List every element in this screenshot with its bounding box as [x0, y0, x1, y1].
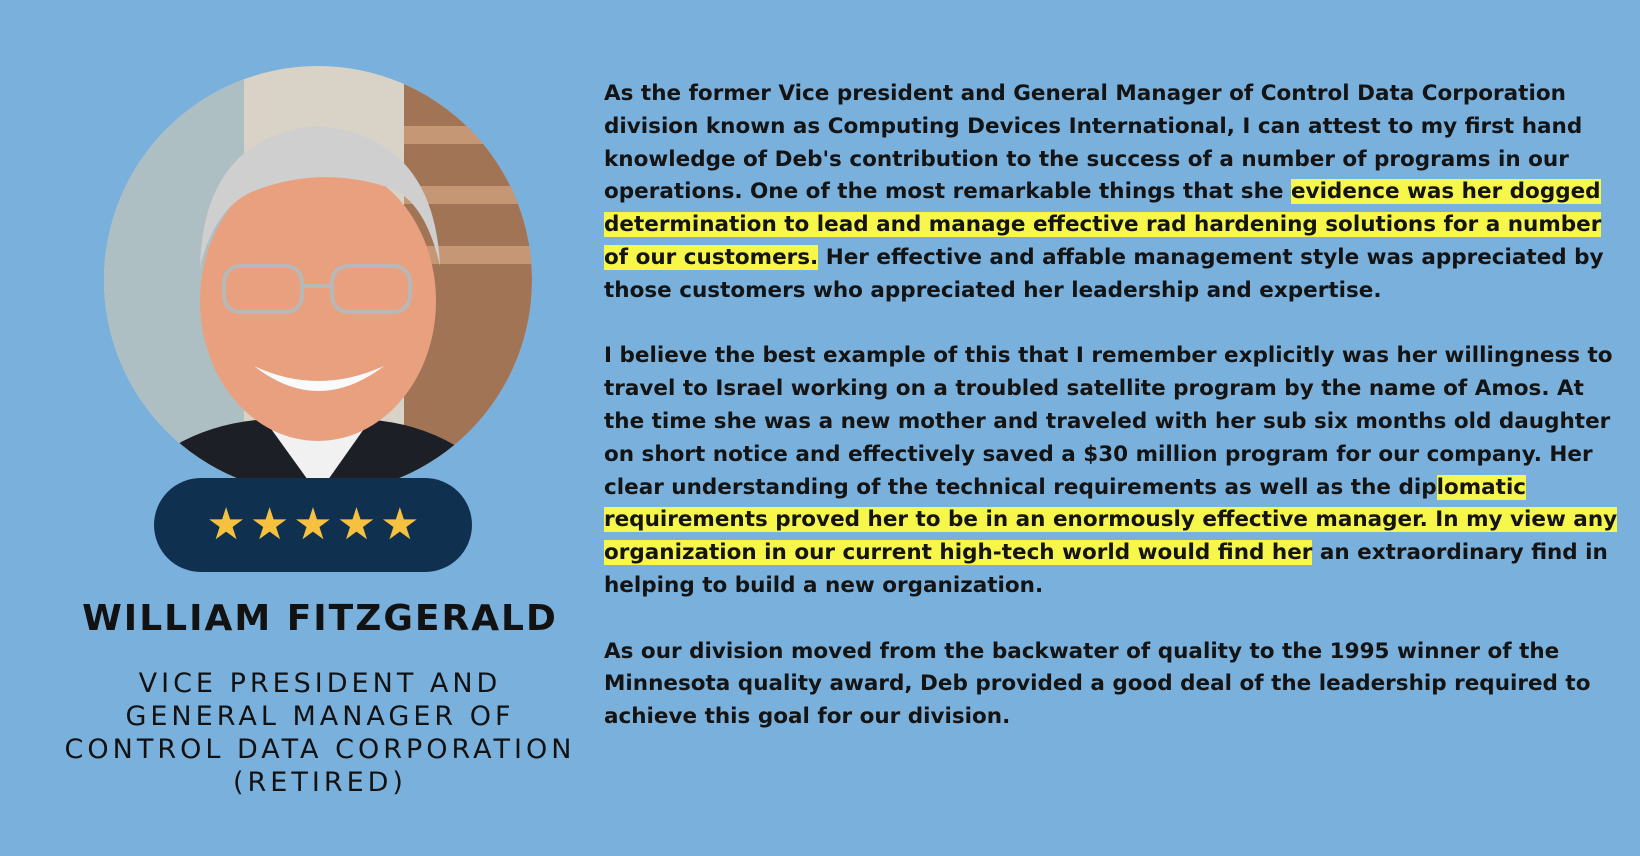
- testimonial-text: As the former Vice president and General Manager of Control Data Corporation division known as Computing Devices International, I can attest to my first hand knowledge of Deb's contribution to the success of a number of programs in our operations. One of the most remarkable things that she: [604, 81, 1583, 205]
- testimonial: [604, 78, 1624, 767]
- portrait-illustration: [104, 66, 532, 494]
- star-icon: ★: [206, 499, 246, 550]
- testimonial-text: I believe the best example of this that I remember explicitly was her willingness to travel to Israel working on a troubled satellite program by the name of Amos. At the time she was a new mother and traveled with her sub six months old daughter on short notice and effectively saved a $30 million program for our company. Her clear understanding of the technical requirements as well as the dip: [604, 343, 1613, 500]
- profile-photo: [104, 66, 532, 494]
- highlighted-text: lomatic requirements proved her to be in an enormously effective manager. In my view any organization in our current high-tech world would find her: [604, 474, 1618, 566]
- person-name: WILLIAM FITZGERALD: [82, 598, 558, 639]
- testimonial-paragraph-1: [604, 78, 1624, 308]
- testimonial-text: Her effective and affable management style was appreciated by those customers who appreciated her leadership and expertise.: [604, 244, 1604, 303]
- highlighted-text: evidence was her dogged determination to lead and manage effective rad hardening solutions for a number of our customers.: [604, 179, 1602, 270]
- star-rating: [154, 478, 472, 572]
- testimonial-paragraph-2: [604, 340, 1624, 602]
- testimonial-text: an extraordinary find in helping to build a new organization.: [604, 540, 1608, 598]
- star-icon: ★: [336, 499, 377, 550]
- star-icon: ★: [380, 499, 420, 550]
- star-icon: ★: [249, 499, 290, 550]
- star-icon: ★: [293, 499, 333, 550]
- person-role: VICE PRESIDENT AND GENERAL MANAGER OF CONTROL DATA CORPORATION (RETIRED): [64, 668, 576, 798]
- testimonial-paragraph-3: As our division moved from the backwater of quality to the 1995 winner of the Minnesota quality award, Deb provided a good deal of the leadership required to achieve this goal for our division.: [604, 638, 1591, 730]
